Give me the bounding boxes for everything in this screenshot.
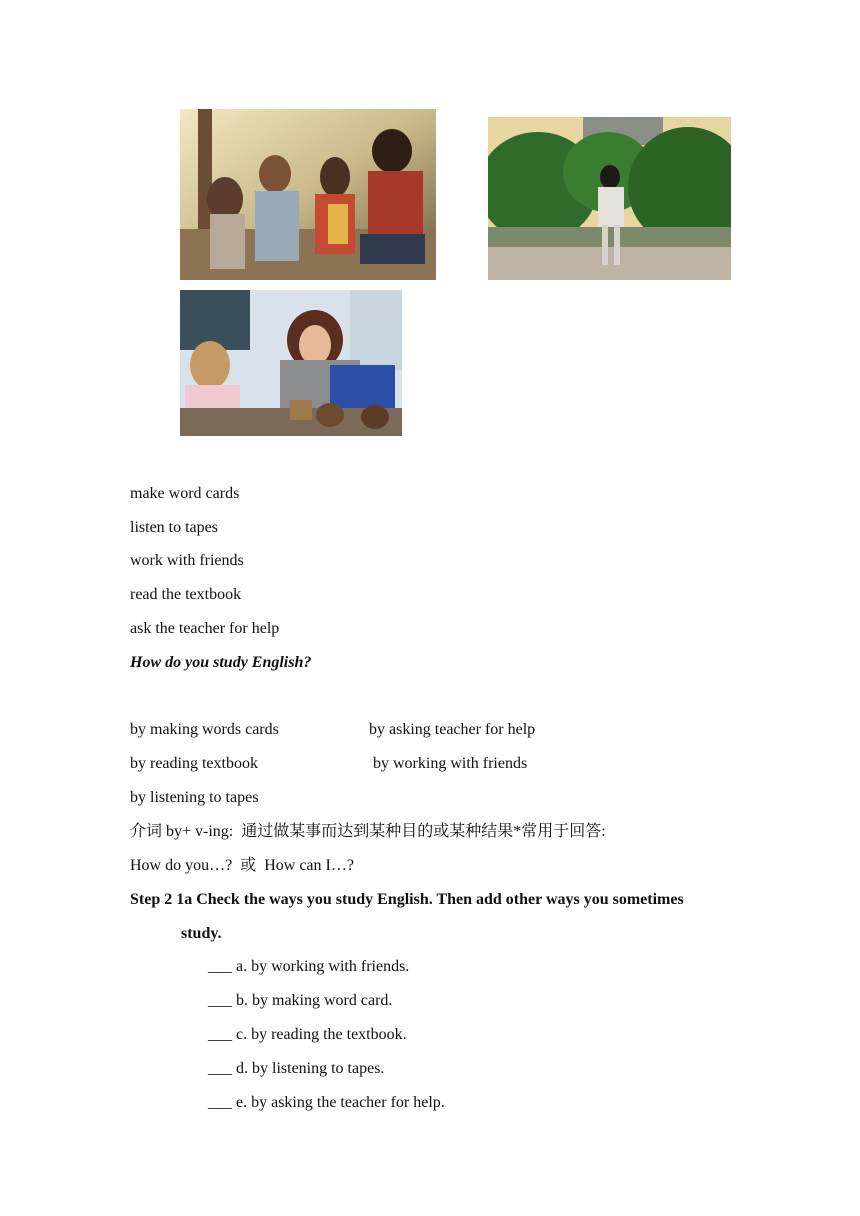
answer-row3-left: by listening to tapes [130,789,259,806]
checklist-item-c: ___ c. by reading the textbook. [208,1026,407,1043]
checklist-item-d: ___ d. by listening to tapes. [208,1060,385,1077]
phrase-5: ask the teacher for help [130,620,280,637]
question-heading: How do you study English? [130,654,312,671]
step-heading-line1: Step 2 1a Check the ways you study English. Then add other ways you sometimes [130,891,684,908]
teacher-student-photo [180,290,402,436]
phrase-4: read the textbook [130,586,242,603]
phrase-1: make word cards [130,485,240,502]
friends-photo [180,109,436,280]
girl-reading-photo [488,117,731,280]
answer-row1-left: by making words cards [130,721,279,738]
phrase-3: work with friends [130,552,244,569]
answer-row2-left: by reading textbook [130,755,258,772]
phrase-2: listen to tapes [130,519,218,536]
checklist-item-a: ___ a. by working with friends. [208,958,410,975]
answer-row1-right: by asking teacher for help [369,721,536,738]
answer-row2-right: by working with friends [373,755,528,772]
checklist-item-e: ___ e. by asking the teacher for help. [208,1094,445,1111]
step-heading-line2: study. [181,925,222,942]
grammar-note: 介词 by+ v-ing: 通过做某事而达到某种目的或某种结果*常用于回答: [130,823,606,840]
checklist-item-b: ___ b. by making word card. [208,992,393,1009]
grammar-example: How do you…? 或 How can I…? [130,857,354,874]
